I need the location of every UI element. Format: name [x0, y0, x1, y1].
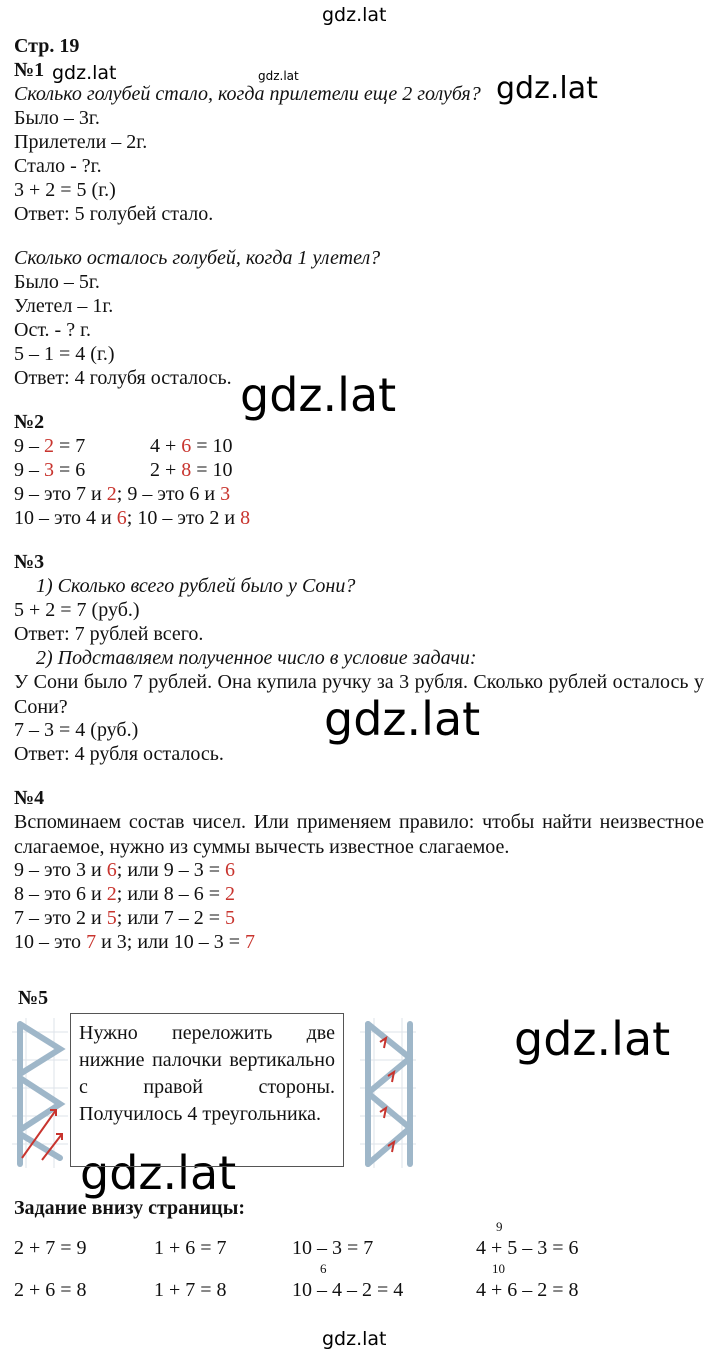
task-4-row: 8 – это 6 и 2; или 8 – 6 = 2 [14, 883, 235, 905]
task-5-number: №5 [18, 987, 49, 1009]
task-1-question-2: Сколько осталось голубей, когда 1 улетел? [14, 247, 381, 269]
task-4-number: №4 [14, 787, 45, 809]
task-3-equation: 5 + 2 = 7 (руб.) [14, 599, 140, 621]
task-3-problem-text: У Сони было 7 рублей. Она купила ручку за 3 рубля. Сколько рублей осталось у Сони? [14, 671, 704, 718]
intermediate-result: 10 [492, 1261, 505, 1276]
task-1-line: Улетел – 1г. [14, 295, 114, 317]
task-1-equation: 5 – 1 = 4 (г.) [14, 343, 115, 365]
bottom-equation: 10 – 4 – 2 = 4 [292, 1279, 404, 1301]
task-2-equation: 2 + 8 = 10 [150, 459, 233, 481]
task-5-explanation-box: Нужно переложить две нижние палочки вертикально с правой стороны. Получилось 4 треугольника. [70, 1013, 344, 1167]
watermark-large-3: gdz.lat [514, 1012, 671, 1066]
bottom-equation: 1 + 7 = 8 [154, 1279, 227, 1301]
task-1-equation: 3 + 2 = 5 (г.) [14, 179, 116, 201]
intermediate-result: 9 [496, 1219, 503, 1234]
task-2-number: №2 [14, 411, 45, 433]
watermark-medium: gdz.lat [496, 71, 598, 106]
sticks-before-figure [12, 1018, 68, 1168]
task-4-row: 10 – это 7 и 3; или 10 – 3 = 7 [14, 931, 255, 953]
task-3-equation: 7 – 3 = 4 (руб.) [14, 719, 139, 741]
bottom-equation: 1 + 6 = 7 [154, 1237, 227, 1259]
watermark-large-4: gdz.lat [80, 1146, 237, 1200]
task-2-equation: 9 – 2 = 7 [14, 435, 86, 457]
task-3-answer: Ответ: 4 рубля осталось. [14, 743, 224, 765]
task-1-line: Прилетели – 2г. [14, 131, 148, 153]
bottom-equation: 4 + 5 – 3 = 6 [476, 1237, 579, 1259]
bottom-equation: 10 – 3 = 7 [292, 1237, 374, 1259]
task-2-composition: 10 – это 4 и 6; 10 – это 2 и 8 [14, 507, 251, 529]
watermark-large-1: gdz.lat [240, 368, 397, 422]
task-1-line: Было – 3г. [14, 107, 100, 129]
task-4-rule-text: Вспоминаем состав чисел. Или применяем правило: чтобы найти неизвестное слагаемое, нужно из суммы вычесть известное слагаемое. [14, 811, 704, 858]
watermark-tiny: gdz.lat [258, 69, 299, 83]
intermediate-result: 6 [320, 1261, 327, 1276]
task-3-step-2: 2) Подставляем полученное число в условие задачи: [36, 647, 477, 669]
page-label: Стр. 19 [14, 35, 80, 57]
watermark-top: gdz.lat [322, 4, 387, 26]
bottom-equation: 2 + 7 = 9 [14, 1237, 87, 1259]
task-4-row: 7 – это 2 и 5; или 7 – 2 = 5 [14, 907, 235, 929]
task-2-equation: 9 – 3 = 6 [14, 459, 86, 481]
bottom-equation: 2 + 6 = 8 [14, 1279, 87, 1301]
task-1-question-1: Сколько голубей стало, когда прилетели еще 2 голубя? [14, 83, 481, 105]
task-1-answer: Ответ: 5 голубей стало. [14, 203, 214, 225]
task-3-number: №3 [14, 551, 45, 573]
task-1-line: Ост. - ? г. [14, 319, 92, 341]
watermark-large-2: gdz.lat [324, 692, 481, 746]
task-4-row: 9 – это 3 и 6; или 9 – 3 = 6 [14, 859, 235, 881]
bottom-task-title: Задание внизу страницы: [14, 1197, 245, 1219]
sticks-after-figure [360, 1018, 416, 1168]
task-1-line: Было – 5г. [14, 271, 100, 293]
task-1-number: №1 [14, 59, 45, 81]
task-2-equation: 4 + 6 = 10 [150, 435, 233, 457]
task-2-composition: 9 – это 7 и 2; 9 – это 6 и 3 [14, 483, 231, 505]
task-3-step-1: 1) Сколько всего рублей было у Сони? [36, 575, 356, 597]
bottom-equation: 4 + 6 – 2 = 8 [476, 1279, 579, 1301]
watermark-small: gdz.lat [52, 62, 117, 84]
watermark-bottom: gdz.lat [322, 1328, 387, 1350]
task-1-line: Стало - ?г. [14, 155, 102, 177]
task-3-answer: Ответ: 7 рублей всего. [14, 623, 204, 645]
task-1-answer: Ответ: 4 голубя осталось. [14, 367, 232, 389]
